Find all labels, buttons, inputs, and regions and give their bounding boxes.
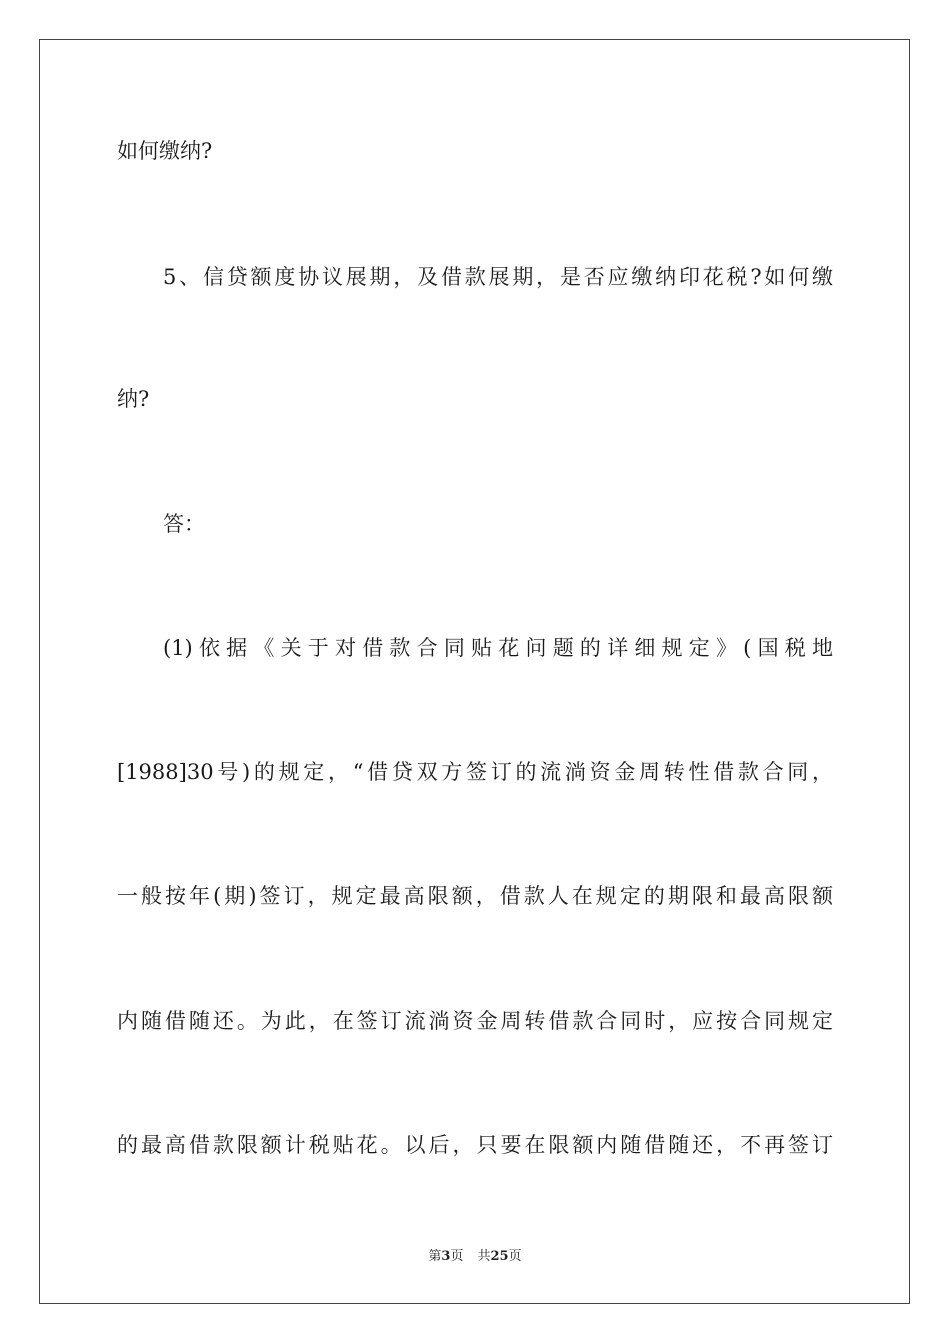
footer-page-total: 25 (490, 1249, 509, 1264)
footer-page-prefix: 第 (428, 1249, 442, 1264)
text-line-1: 如何缴纳? (117, 139, 213, 163)
text-line-7: 一般按年(期)签订，规定最高限额，借款人在规定的期限和最高限额 (117, 884, 833, 908)
text-line-5: (1)依据《关于对借款合同贴花问题的详细规定》(国税地 (163, 636, 833, 660)
text-line-8: 内随借随还。为此，在签订流淌资金周转借款合同时，应按合同规定 (117, 1009, 833, 1033)
footer-page-suffix: 页 (450, 1249, 464, 1264)
footer-total-prefix: 共 (477, 1249, 491, 1264)
footer-page-current: 3 (441, 1249, 451, 1264)
text-line-9: 的最高借款限额计税贴花。以后，只要在限额内随借随还，不再签订 (117, 1133, 833, 1157)
page-footer (0, 1248, 950, 1266)
text-line-3: 纳? (117, 387, 150, 411)
text-line-4: 答： (163, 512, 205, 536)
text-line-6: [1988]30号)的规定，“借贷双方签订的流淌资金周转性借款合同， (117, 760, 833, 784)
footer-total-suffix: 页 (508, 1249, 522, 1264)
page-border (39, 39, 910, 1304)
text-line-2: 5、信贷额度协议展期，及借款展期，是否应缴纳印花税?如何缴 (163, 265, 833, 289)
